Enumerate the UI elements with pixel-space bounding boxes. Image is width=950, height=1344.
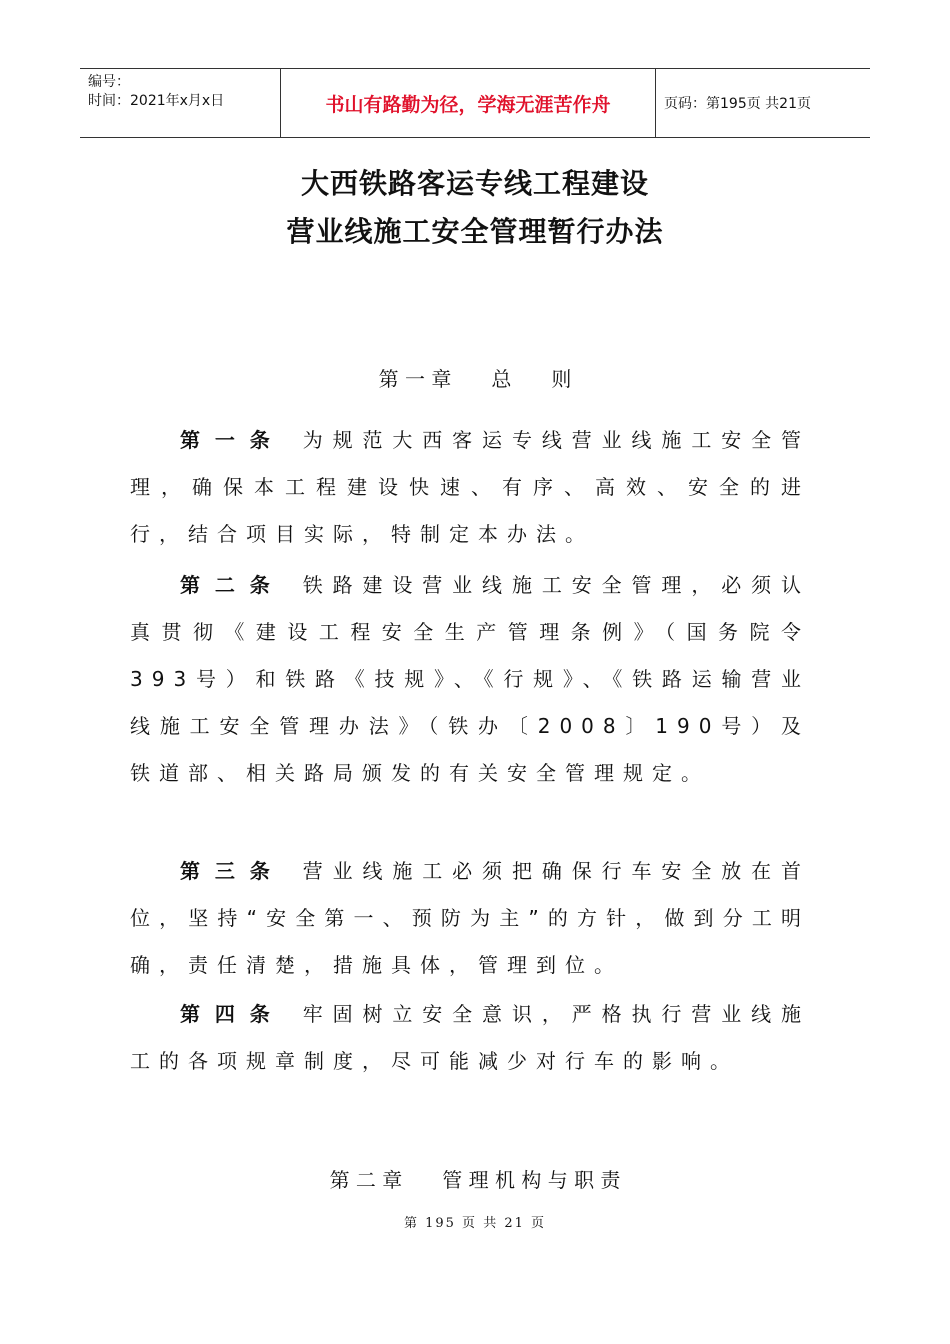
article-text: 牢固树立安全意识，严格执行营业线施工的各项规章制度，尽可能减少对行车的影响。 bbox=[130, 1002, 811, 1073]
chapter-heading-1: 第 一 章 总 则 bbox=[378, 367, 572, 391]
article-3 bbox=[130, 848, 810, 989]
document-time-label: 时间：2021年x月x日 bbox=[88, 93, 225, 109]
article-label: 第一条 bbox=[180, 428, 285, 452]
article-label: 第四条 bbox=[180, 1002, 285, 1026]
document-header bbox=[80, 68, 870, 138]
article-text: 营业线施工必须把确保行车安全放在首位，坚持“安全第一、预防为主”的方针，做到分工明确，责任清楚，措施具体，管理到位。 bbox=[130, 859, 811, 977]
article-1 bbox=[130, 417, 810, 558]
article-label: 第二条 bbox=[180, 573, 285, 597]
chapter-heading-2: 第 二 章 管 理 机 构 与 职 责 bbox=[329, 1168, 621, 1192]
document-title-line-2: 营业线施工安全管理暂行办法 bbox=[286, 215, 664, 248]
page-footer: 第 195 页 共 21 页 bbox=[403, 1216, 547, 1231]
article-4 bbox=[130, 991, 810, 1085]
header-motto: 书山有路勤为径，学海无涯苦作舟 bbox=[281, 69, 656, 137]
article-text: 为规范大西客运专线营业线施工安全管理，确保本工程建设快速、有序、高效、安全的进行，结合项目实际，特制定本办法。 bbox=[130, 428, 811, 546]
article-2 bbox=[130, 562, 810, 797]
article-text: 铁路建设营业线施工安全管理，必须认真贯彻《建设工程安全生产管理条例》（国务院令393号）和铁路《技规》、《行规》、《铁路运输营业线施工安全管理办法》（铁办〔2008〕190号）及铁道部、相关路局颁发的有关安全管理规定。 bbox=[130, 573, 811, 785]
header-page-info: 页码：第195页 共21页 bbox=[664, 96, 811, 112]
header-meta-cell bbox=[80, 69, 281, 137]
article-label: 第三条 bbox=[180, 859, 285, 883]
document-title-line-1: 大西铁路客运专线工程建设 bbox=[300, 167, 649, 200]
document-number-label: 编号： bbox=[88, 74, 130, 90]
